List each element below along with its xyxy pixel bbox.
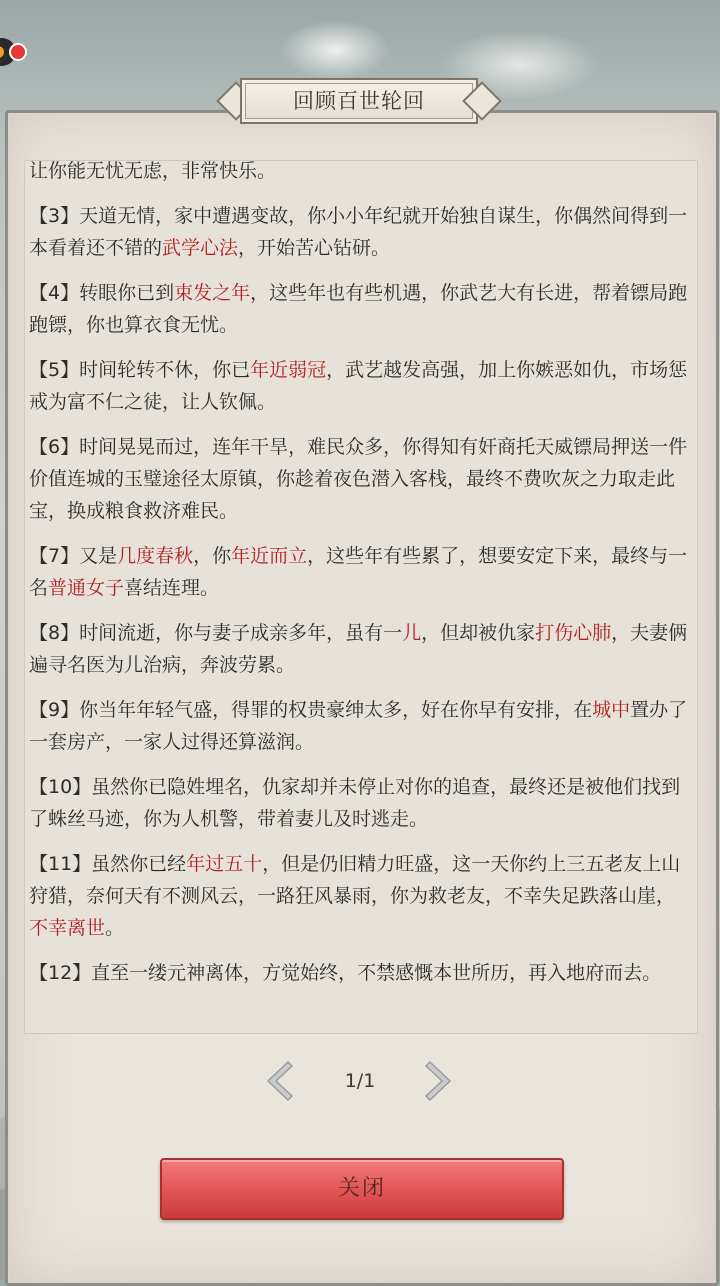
life-entry [29, 617, 691, 681]
notification-badge-icon[interactable] [0, 30, 28, 74]
dialog-title-plate [218, 78, 500, 124]
highlight-text: 打伤心肺 [535, 622, 612, 644]
entry-text: 【5】时间轮转不休，你已 [29, 359, 251, 381]
life-entry [29, 540, 691, 604]
highlight-text: 城中 [592, 699, 631, 721]
entry-text: ，开始苦心钻研。 [238, 237, 391, 259]
life-history-scroll-area[interactable] [24, 160, 698, 1034]
highlight-text: 儿 [402, 622, 422, 644]
entry-text: ，但却被仇家 [421, 622, 536, 644]
life-entry [29, 160, 691, 187]
life-entry [29, 771, 691, 835]
entry-text: 【8】时间流逝，你与妻子成亲多年，虽有一 [29, 622, 403, 644]
entry-text: 置办了一套房产，一家人过得还算滋润。 [29, 699, 688, 753]
entry-text: 【11】虽然你已经 [29, 853, 187, 875]
highlight-text: 年过五十 [186, 853, 263, 875]
highlight-text: 年近而立 [231, 545, 308, 567]
entry-text: 【7】又是 [29, 545, 118, 567]
entry-text: ，这些年也有些机遇，你武艺大有长进，帮着镖局跑跑镖，你也算衣食无忧。 [29, 282, 688, 336]
entry-text: ，夫妻俩遍寻名医为儿治病，奔波劳累。 [29, 622, 688, 676]
highlight-text: 武学心法 [162, 237, 239, 259]
highlight-text: 几度春秋 [117, 545, 194, 567]
life-entry [29, 848, 691, 944]
highlight-text: 不幸离世 [29, 917, 106, 939]
entry-text: 【10】虽然你已隐姓埋名，仇家却并未停止对你的追查，最终还是被他们找到了蛛丝马迹，你为人机警，带着妻儿及时逃走。 [29, 776, 681, 830]
chevron-left-icon [258, 1058, 298, 1104]
pager [0, 1058, 720, 1104]
entry-text: 。 [105, 917, 125, 939]
entry-text: ，你 [193, 545, 232, 567]
entry-text: ，这些年有些累了，想要安定下来，最终与一名 [29, 545, 688, 599]
highlight-text: 普通女子 [48, 577, 125, 599]
close-button[interactable]: 关闭 [160, 1158, 564, 1220]
highlight-text: 束发之年 [174, 282, 251, 304]
entry-text: 【3】天道无情，家中遭遇变故，你小小年纪就开始独自谋生，你偶然间得到一本看着还不错的 [29, 205, 688, 259]
life-entry [29, 354, 691, 418]
life-entry [29, 200, 691, 264]
dialog-title: 回顾百世轮回 [293, 89, 425, 113]
entry-text: ，但是仍旧精力旺盛，这一天你约上三五老友上山狩猎，奈何天有不测风云，一路狂风暴雨，你为救老友，不幸失足跌落山崖， [29, 853, 681, 907]
entry-text: 【9】你当年年轻气盛，得罪的权贵豪绅太多，好在你早有安排，在 [29, 699, 593, 721]
next-page-button[interactable] [420, 1058, 460, 1104]
life-entry [29, 694, 691, 758]
life-entry [29, 431, 691, 527]
entry-text: 【6】时间晃晃而过，连年干旱，难民众多，你得知有奸商托天威镖局押送一件价值连城的玉璧途径太原镇，你趁着夜色潜入客栈，最终不费吹灰之力取走此宝，换成粮食救济难民。 [29, 436, 688, 522]
life-history-list [25, 160, 697, 1002]
entry-text: 【4】转眼你已到 [29, 282, 175, 304]
entry-text: 让你能无忧无虑，非常快乐。 [29, 160, 277, 182]
entry-text: 喜结连理。 [124, 577, 220, 599]
entry-text: ，武艺越发高强，加上你嫉恶如仇，市场惩戒为富不仁之徒，让人钦佩。 [29, 359, 688, 413]
prev-page-button[interactable] [258, 1058, 298, 1104]
entry-text: 【12】直至一缕元神离体，方觉始终，不禁感慨本世所历，再入地府而去。 [29, 962, 662, 984]
life-entry [29, 277, 691, 341]
page-indicator: 1/1 [344, 1070, 376, 1092]
chevron-right-icon [420, 1058, 460, 1104]
life-entry [29, 957, 691, 989]
highlight-text: 年近弱冠 [250, 359, 327, 381]
